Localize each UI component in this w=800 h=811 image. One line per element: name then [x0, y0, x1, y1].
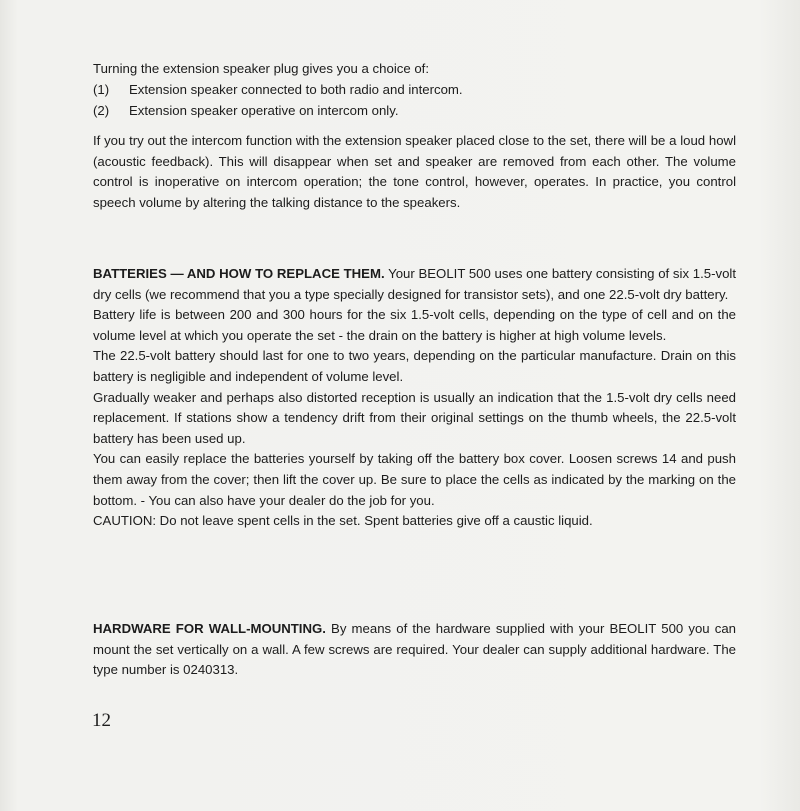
batteries-intro — [93, 264, 736, 305]
option-text: Extension speaker operative on intercom only. — [129, 102, 399, 118]
caution-paragraph: CAUTION: Do not leave spent cells in the set. Spent batteries give off a caustic liquid. — [93, 513, 593, 529]
option-number: (1) — [93, 82, 110, 97]
batteries-heading: BATTERIES — AND HOW TO REPLACE THEM. — [93, 266, 385, 281]
replace-paragraph: You can easily replace the batteries yourself by taking off the battery box cover. Loosen screws 14 and push them away from the cover; then lift the cover up. Be sure to place the cells as indicated by the marking on the bottom. - You can also have your dealer do the job for you. — [93, 451, 736, 508]
page-number: 12 — [92, 710, 111, 731]
feedback-paragraph: If you try out the intercom function with the extension speaker placed close to the set, there will be a loud howl (acoustic feedback). This will disappear when set and speaker are removed from each other. The volume control is inoperative on intercom operation; the tone control, however, operates. In practice, you control speech volume by altering the talking distance to the speakers. — [93, 133, 736, 210]
hardware-section — [93, 619, 736, 681]
hardware-heading: HARDWARE FOR WALL-MOUNTING. — [93, 621, 326, 636]
hardware-text: By means of the hardware supplied with your BEOLIT 500 you can mount the set vertically on a wall. A few screws are required. Your dealer can supply additional hardware. The type number is 0240313. — [93, 621, 736, 678]
battery-life-paragraph: Battery life is between 200 and 300 hours for the six 1.5-volt cells, depending on the type of cell and on the volume level at which you operate the set - the drain on the battery is higher at high volume levels. — [93, 307, 736, 343]
weaker-reception-paragraph: Gradually weaker and perhaps also distorted reception is usually an indication that the 1.5-volt dry cells need replacement. If stations show a tendency drift from their original settings on the thumb wheels, the 22.5-volt battery has been used up. — [93, 389, 736, 446]
list-item — [93, 80, 736, 101]
intro-text: Turning the extension speaker plug gives you a choice of: — [93, 61, 429, 76]
batteries-section — [93, 264, 736, 532]
option-text: Extension speaker connected to both radio and intercom. — [129, 82, 463, 97]
batteries-intro-text: Your BEOLIT 500 uses one battery consisting of six 1.5-volt dry cells (we recommend that you a type specially designed for transistor sets), and one 22.5-volt dry battery. — [93, 266, 736, 302]
option-number: (2) — [93, 102, 110, 118]
list-item — [93, 101, 736, 122]
options-list — [93, 80, 736, 121]
big-battery-paragraph: The 22.5-volt battery should last for one to two years, depending on the particular manufacture. Drain on this battery is negligible and independent of volume level. — [93, 348, 736, 384]
